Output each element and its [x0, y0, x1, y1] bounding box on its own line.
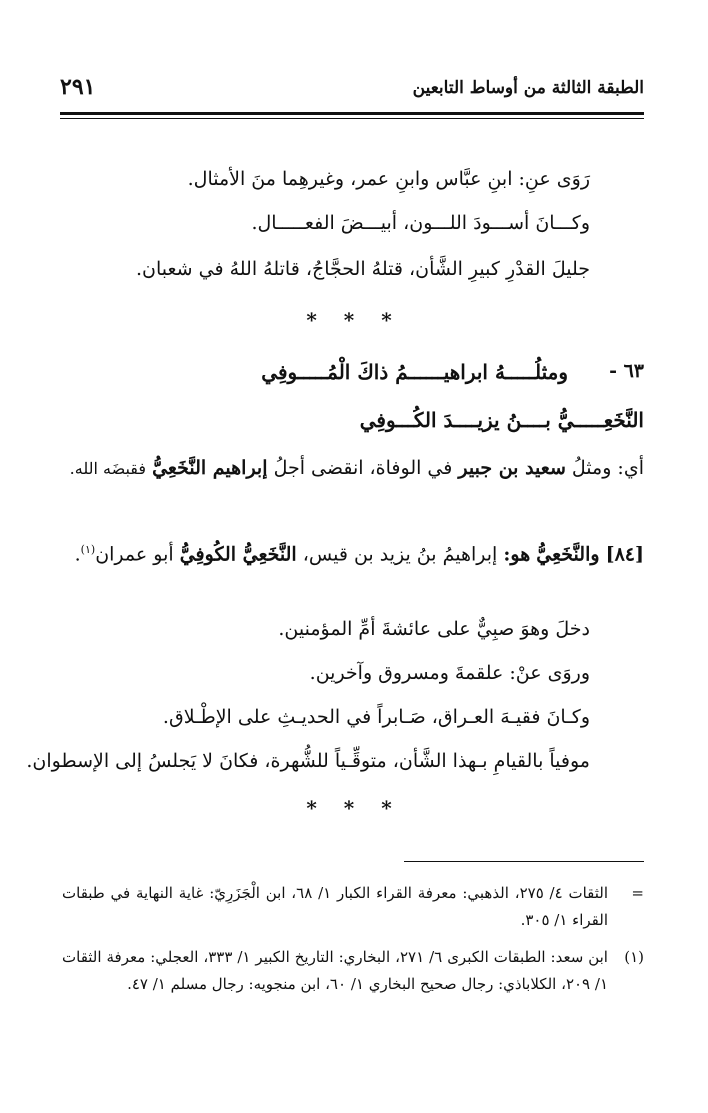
verse-line: جليلَ القدْرِ كبيرِ الشَّأن، قتلهُ الحجَّاجُ، قاتلهُ اللهُ في شعبان.	[135, 258, 590, 280]
footnote-mark: (١)	[624, 948, 644, 966]
header-title: الطبقة الثالثة من أوساط التابعين	[412, 78, 644, 98]
biography-entry	[64, 530, 644, 574]
section-separator: * * *	[306, 308, 402, 332]
poem-number: ٦٣ -	[609, 360, 644, 382]
entry-nisba: النَّخَعِيُّ الكُوفِيُّ	[179, 543, 297, 566]
verse-line: وكـــانَ أســـودَ اللـــون، أبيـــضَ الفعـــــال.	[251, 212, 590, 234]
explanation-prefix: أي: ومثلُ	[571, 457, 644, 479]
footnote	[62, 944, 644, 998]
header-rule-thick	[60, 112, 644, 115]
explanation-middle: في الوفاة، انقضى أجلُ	[273, 457, 453, 479]
footnote-mark: =	[631, 884, 644, 902]
entry-end: .	[74, 543, 81, 566]
poem-line-2: النَّخَعِـــــيُّ بــــنُ يزيــــدَ الكُـــوفِي	[359, 408, 644, 432]
entry-text: إبراهيمُ بنُ يزيد بن قيس،	[302, 543, 498, 566]
person-name: إبراهيم النَّخَعِيُّ	[152, 457, 268, 479]
footnote-text: ابن سعد: الطبقات الكبرى ٦/ ٢٧١، البخاري: التاريخ الكبير ١/ ٣٣٣، العجلي: معرفة الثقات ١/ ٢٠٩، الكلاباذي: رجال صحيح البخاري ١/ ٦٠، ابن منجويه: رجال مسلم ١/ ٤٧.	[62, 948, 608, 993]
header-rule-thin	[60, 118, 644, 119]
verse-line: دخلَ وهوَ صبِيٌّ على عائشةَ أمِّ المؤمنين.	[278, 618, 590, 640]
footnote	[62, 880, 644, 934]
explanation-end: فقبضَه الله.	[69, 459, 147, 478]
person-name: سعيد بن جبير	[458, 457, 566, 479]
poem-line-1: ومثلُـــــهُ ابراهيــــــمُ ذاكَ الْمُـــــوفِي	[261, 360, 568, 384]
entry-kunya: أبو عمران	[95, 543, 174, 566]
explanation-paragraph	[64, 448, 644, 489]
entry-is: هو:	[503, 543, 531, 566]
footnote-ref: (١)	[80, 543, 96, 556]
footnote-text: الثقات ٤/ ٢٧٥، الذهبي: معرفة القراء الكبار ١/ ٦٨، ابن الْجَزَرِيّ: غاية النهاية في طبقات القراء ١/ ٣٠٥.	[62, 884, 609, 929]
page-number: ٢٩١	[60, 74, 96, 100]
section-separator: * * *	[306, 796, 402, 820]
verse-line: رَوَى عنِ: ابنِ عبَّاس وابنِ عمر، وغيرهِما منَ الأمثال.	[187, 168, 590, 190]
entry-number: [٨٤]	[605, 543, 644, 566]
running-header	[60, 74, 644, 108]
verse-line: وكـانَ فقيـهَ العـراق، صَـابراً في الحديـثِ على الإطْـلاق.	[162, 706, 590, 728]
verse-line: موفياً بالقيامِ بـهذا الشَّأن، متوقِّـياً للشُّهرة، فكانَ لا يَجلسُ إلى الإسطوان.	[26, 750, 590, 772]
entry-name: والنَّخَعِيُّ	[536, 543, 600, 566]
verse-line: وروَى عنْ: علقمةَ ومسروق وآخرين.	[309, 662, 590, 684]
footnote-rule	[404, 861, 644, 862]
